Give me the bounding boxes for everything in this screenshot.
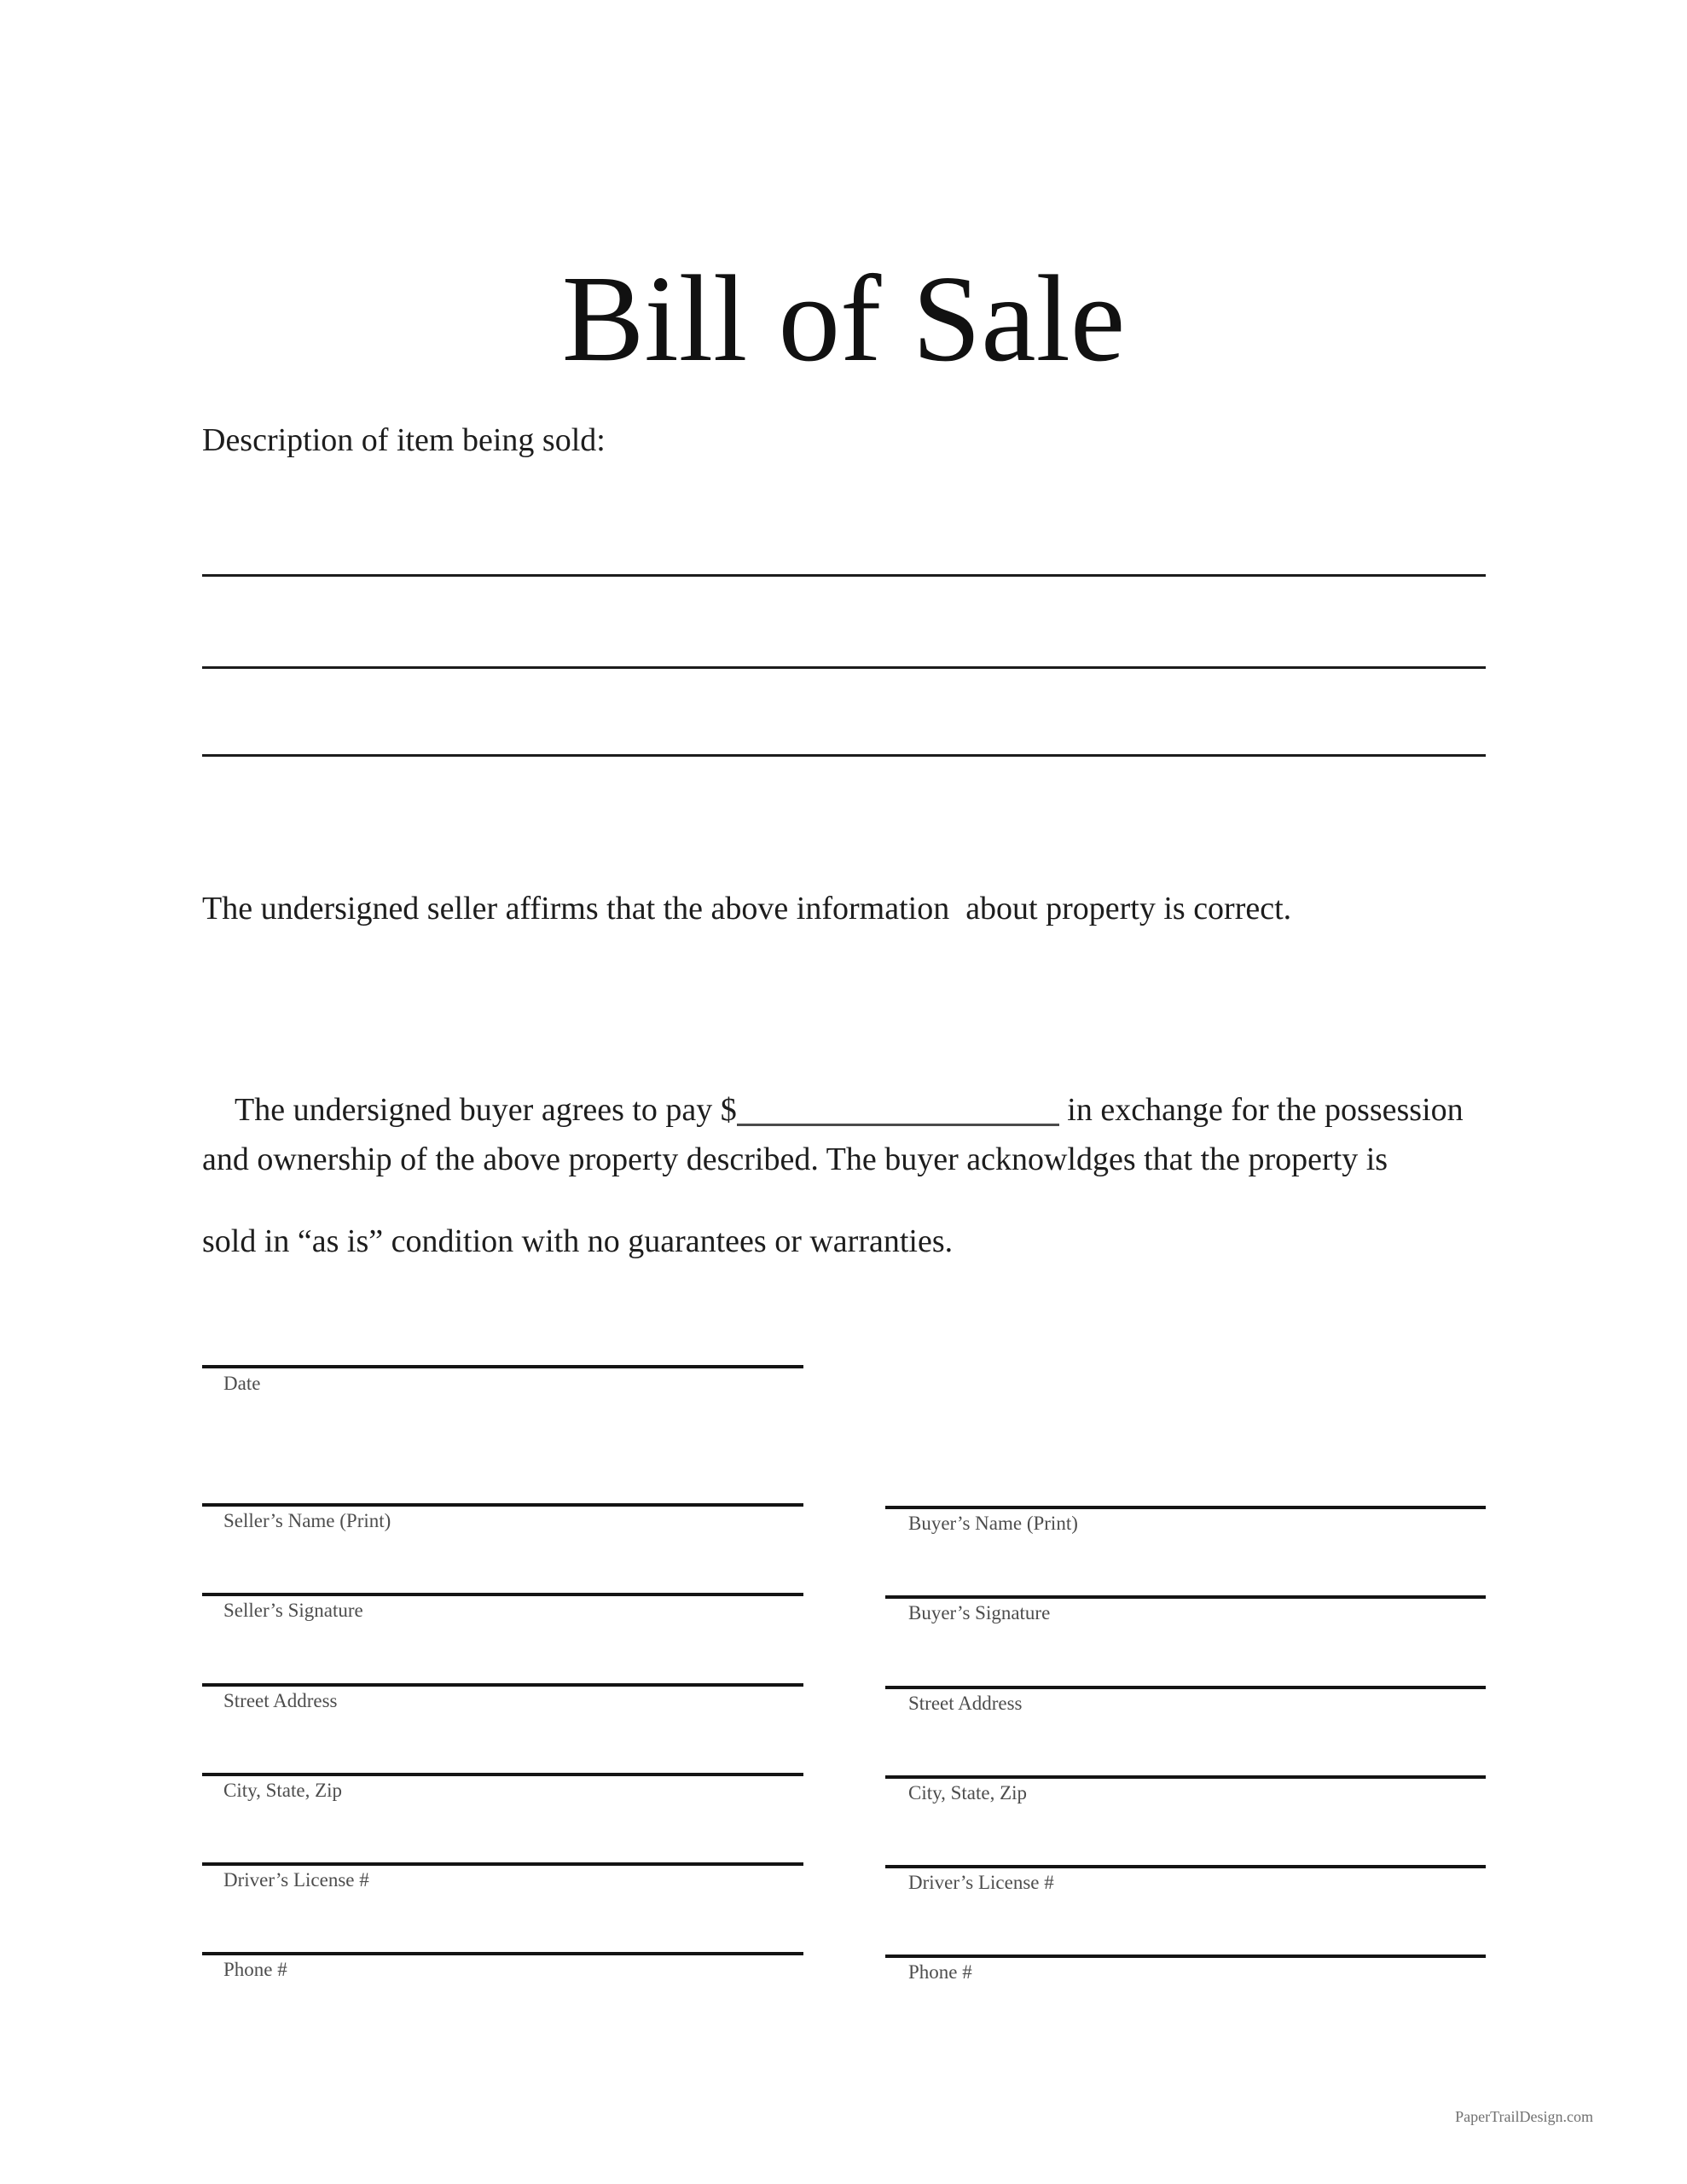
amount-blank-field[interactable] [737,1124,1059,1126]
buyer-city-state-zip-label: City, State, Zip [908,1782,1028,1804]
buyer-street-address-label: Street Address [908,1693,1023,1714]
buyer-agreement-before-amount: The undersigned buyer agrees to pay $ [235,1092,737,1128]
buyer-drivers-license-blank-line[interactable] [885,1865,1486,1868]
buyer-signature-label: Buyer’s Signature [908,1602,1051,1623]
date-label: Date [223,1373,261,1394]
page-title: Bill of Sale [561,251,1126,388]
buyer-phone-blank-line[interactable] [885,1955,1486,1958]
seller-city-state-zip-label: City, State, Zip [223,1780,343,1801]
buyer-name-blank-line[interactable] [885,1506,1486,1509]
buyer-drivers-license-label: Driver’s License # [908,1872,1054,1893]
date-blank-line[interactable] [202,1365,803,1368]
buyer-street-address-blank-line[interactable] [885,1686,1486,1689]
seller-name-blank-line[interactable] [202,1503,803,1507]
seller-street-address-label: Street Address [223,1690,338,1711]
seller-affirmation-text: The undersigned seller affirms that the above information about property is correct. [202,891,1292,926]
buyer-name-label: Buyer’s Name (Print) [908,1513,1078,1534]
description-blank-line-1[interactable] [202,574,1486,577]
buyer-agreement-line-3: sold in “as is” condition with no guarantees or warranties. [202,1223,954,1259]
buyer-signature-blank-line[interactable] [885,1595,1486,1599]
seller-city-state-zip-blank-line[interactable] [202,1773,803,1776]
seller-drivers-license-label: Driver’s License # [223,1869,369,1891]
footer-credit: PaperTrailDesign.com [1455,2108,1593,2125]
buyer-phone-label: Phone # [908,1961,972,1983]
seller-drivers-license-blank-line[interactable] [202,1862,803,1866]
seller-phone-blank-line[interactable] [202,1952,803,1955]
seller-name-label: Seller’s Name (Print) [223,1510,391,1531]
seller-street-address-blank-line[interactable] [202,1683,803,1687]
description-heading: Description of item being sold: [202,422,606,458]
seller-phone-label: Phone # [223,1959,287,1980]
seller-signature-blank-line[interactable] [202,1593,803,1596]
description-blank-line-2[interactable] [202,666,1486,669]
seller-signature-label: Seller’s Signature [223,1600,363,1621]
buyer-city-state-zip-blank-line[interactable] [885,1775,1486,1779]
buyer-agreement-line-2: and ownership of the above property described. The buyer acknowldges that the property is [202,1141,1388,1177]
description-blank-line-3[interactable] [202,754,1486,757]
buyer-agreement-after-amount: in exchange for the possession [1058,1092,1464,1128]
